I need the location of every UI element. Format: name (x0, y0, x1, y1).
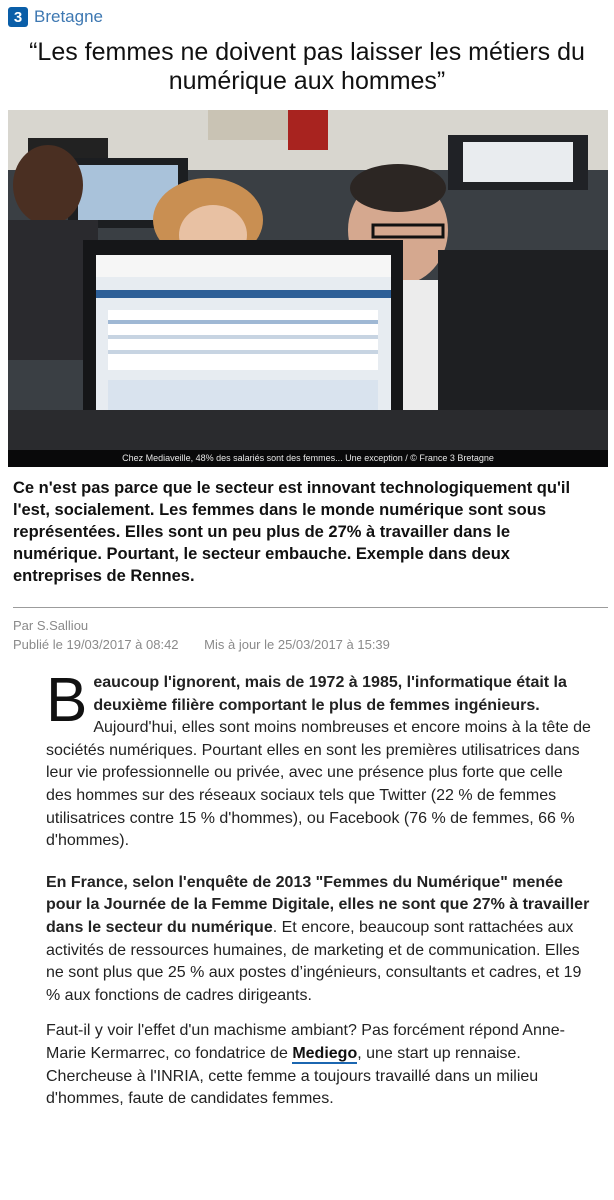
france3-logo-icon[interactable]: 3 (8, 7, 28, 27)
dates (13, 635, 614, 654)
site-header (0, 0, 614, 34)
p2-text: . Et encore, beaucoup sont rattachées aux activités de ressources humaines, de marketing et de communication. Elles ne sont plus que 25 % aux postes d’ingénieurs, consultants et cadres, et 19 % aux fonctions de cadres dirigeants. (46, 918, 582, 1004)
hero-image (8, 110, 608, 467)
author[interactable]: Par S.Salliou (13, 618, 89, 633)
article-lead: Ce n'est pas parce que le secteur est innovant technologiquement qu'il l'est, socialement. Les femmes dans le monde numérique sont sous représentées. Elles sont un peu plus de 27% à travailler dans le numérique. Pourtant, le secteur embauche. Exemple dans deux entreprises de Rennes. (13, 479, 571, 585)
mediego-link[interactable]: Mediego (292, 1044, 358, 1062)
p2-bold: En France, selon l'enquête de 2013 "Femmes du Numérique" menée pour la Journée de la Femme Digitale, elles ne sont que 27% à travailler dans le secteur du numérique (46, 873, 590, 936)
updated-date: Mis à jour le 25/03/2017 à 15:39 (204, 637, 390, 652)
article-meta (13, 616, 614, 654)
article-headline: “Les femmes ne doivent pas laisser les métiers du numérique aux hommes” (29, 38, 585, 95)
photo-caption: Chez Mediaveille, 48% des salariés sont des femmes... Une exception / © France 3 Bretagne (8, 450, 608, 467)
p1-text: Aujourd'hui, elles sont moins nombreuses et encore moins à la tête de sociétés numériques. Pourtant elles en sont les premières utilisatrices dans leur vie professionnelle ou privée, avec une présence plus forte que celle des hommes sur des réseaux sociaux tels que Twitter (22 % de femmes utilisatrices contre 15 % d'hommes), ou Facebook (76 % de femmes, 66 % d'hommes). (46, 719, 591, 850)
paragraph-2 (46, 872, 592, 1008)
p3-text-a: Faut-il y voir l'effet d'un machisme ambiant? Pas forcément répond Anne-Marie Kermarrec, co fondatrice de (46, 1022, 565, 1062)
region-link[interactable]: Bretagne (34, 7, 103, 26)
p3-text-b: , une start up rennaise. Chercheuse à l'INRIA, cette femme a toujours travaillé dans un milieu d'hommes, faute de candidates femmes. (46, 1044, 539, 1108)
published-date: Publié le 19/03/2017 à 08:42 (13, 637, 179, 652)
office-photo (8, 110, 608, 467)
divider (13, 607, 608, 608)
drop-cap: B (46, 666, 88, 735)
paragraph-3 (46, 1020, 592, 1110)
paragraph-1 (46, 666, 592, 853)
p1-bold: eaucoup l'ignorent, mais de 1972 à 1985, l'informatique était la deuxième filière comportant le plus de femmes ingénieurs. (93, 674, 567, 714)
article-body (46, 666, 592, 1111)
